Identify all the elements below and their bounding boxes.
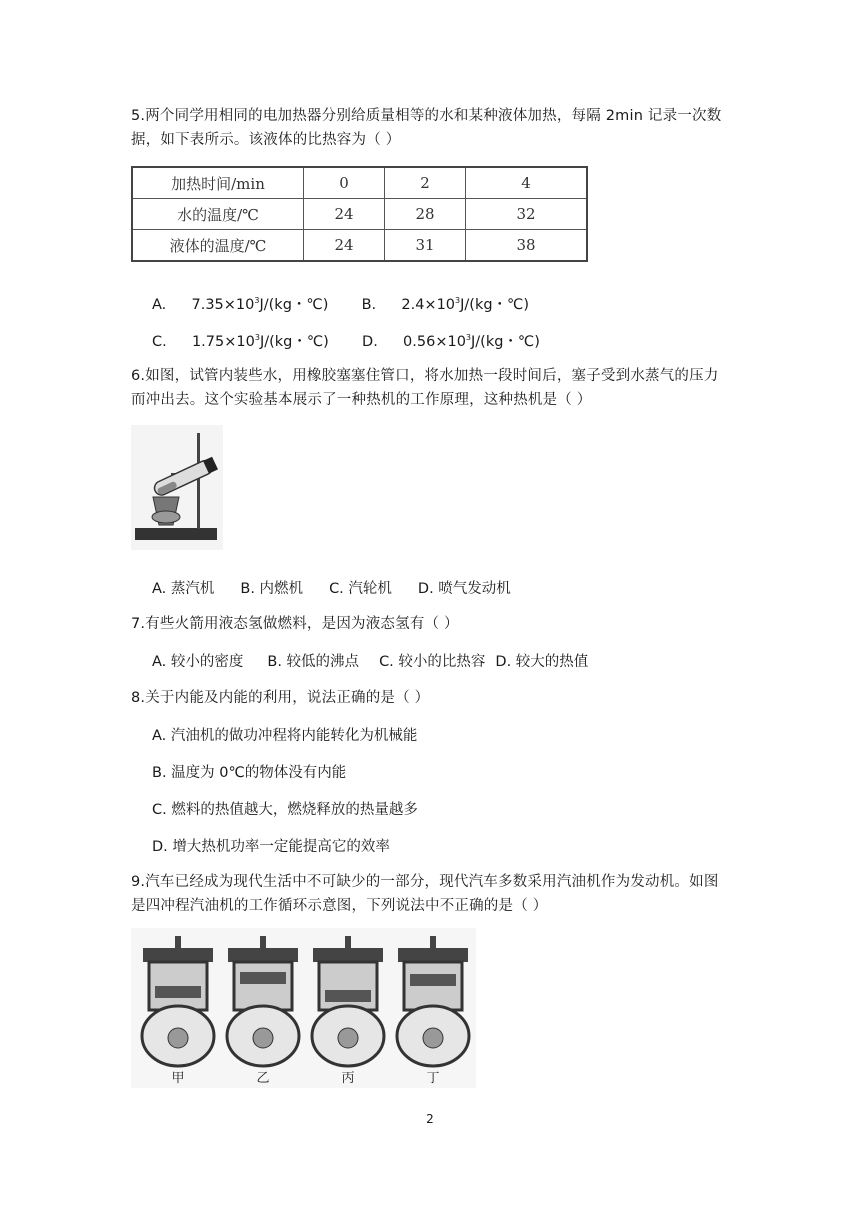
- option-unit: J/(kg・℃): [259, 334, 329, 350]
- option-a[interactable]: A. 较小的密度: [152, 654, 244, 670]
- option-exponent: 3: [465, 333, 472, 342]
- option-unit: J/(kg・℃): [471, 334, 540, 350]
- table-cell: 0: [304, 167, 385, 199]
- option-label: A.: [152, 297, 167, 313]
- figure-label-ding: 丁: [426, 1071, 440, 1086]
- table-cell: 4: [466, 167, 588, 199]
- table-row: [132, 167, 587, 199]
- option-b[interactable]: B. 较低的沸点: [267, 654, 360, 670]
- option-value: 7.35×10: [191, 297, 255, 313]
- option-label: B.: [361, 297, 377, 313]
- table-cell: 24: [304, 230, 385, 262]
- option-value: 1.75×10: [191, 334, 255, 350]
- option-d[interactable]: [362, 334, 540, 350]
- option-unit: J/(kg・℃): [460, 297, 529, 313]
- stand-base: [135, 528, 217, 540]
- option-c[interactable]: [152, 334, 333, 350]
- option-b[interactable]: [362, 297, 529, 313]
- table-cell: 31: [385, 230, 466, 262]
- engine-cylinder: [312, 936, 384, 1066]
- option-exponent: 3: [455, 296, 461, 305]
- table-cell: 水的温度/℃: [132, 199, 304, 230]
- table-cell: 28: [385, 199, 466, 230]
- option-label: D.: [362, 334, 378, 350]
- option-d[interactable]: D. 较大的热值: [495, 654, 589, 670]
- q5-options-row1: [152, 293, 529, 314]
- table-cell: 32: [466, 199, 588, 230]
- option-a[interactable]: A. 汽油机的做功冲程将内能转化为机械能: [152, 728, 418, 744]
- engine-cylinder: [397, 936, 469, 1066]
- four-stroke-engine-figure: [131, 928, 476, 1088]
- option-a[interactable]: A. 蒸汽机: [152, 581, 215, 597]
- option-d[interactable]: D. 喷气发动机: [417, 581, 511, 597]
- q6-stem-line2: 而冲出去。这个实验基本展示了一种热机的工作原理，这种热机是（ ）: [131, 392, 592, 408]
- engine-cylinder: [227, 936, 299, 1066]
- option-label: C.: [152, 334, 167, 350]
- q8-stem: 8.关于内能及内能的利用，说法正确的是（ ）: [131, 690, 430, 706]
- option-exponent: 3: [254, 333, 260, 342]
- test-tube-apparatus-figure: [131, 425, 223, 550]
- option-unit: J/(kg・℃): [259, 297, 329, 313]
- q6-options-row: [152, 577, 511, 598]
- q9-stem-line2: 是四冲程汽油机的工作循环示意图，下列说法中不正确的是（ ）: [131, 898, 548, 914]
- lamp-body: [152, 511, 180, 523]
- option-c[interactable]: C. 燃料的热值越大，燃烧释放的热量越多: [152, 802, 418, 818]
- option-d[interactable]: D. 增大热机功率一定能提高它的效率: [152, 839, 390, 855]
- option-b[interactable]: B. 内燃机: [240, 581, 304, 597]
- option-value: 2.4×10: [401, 297, 456, 313]
- option-a[interactable]: [152, 297, 333, 313]
- q5-data-table: [131, 166, 588, 262]
- option-c[interactable]: C. 较小的比热容: [379, 654, 486, 670]
- stand-rod: [197, 433, 200, 529]
- q7-stem: 7.有些火箭用液态氢做燃料，是因为液态氢有（ ）: [131, 616, 459, 632]
- option-b[interactable]: B. 温度为 0℃的物体没有内能: [152, 765, 347, 781]
- figure-label-yi: 乙: [256, 1071, 270, 1086]
- table-cell: 38: [466, 230, 588, 262]
- q9-stem-line1: 9.汽车已经成为现代生活中不可缺少的一部分，现代汽车多数采用汽油机作为发动机。如图: [131, 874, 719, 890]
- table-cell: 24: [304, 199, 385, 230]
- figure-label-bing: 丙: [341, 1071, 355, 1086]
- page-number: 2: [426, 1112, 434, 1126]
- table-cell: 加热时间/min: [132, 167, 304, 199]
- option-c[interactable]: C. 汽轮机: [329, 581, 392, 597]
- table-row: [132, 230, 587, 262]
- table-cell: 2: [385, 167, 466, 199]
- q7-options-row: [152, 650, 588, 671]
- q5-stem-line2: 据，如下表所示。该液体的比热容为（ ）: [131, 132, 401, 148]
- engine-cylinder: [142, 936, 214, 1066]
- table-cell: 液体的温度/℃: [132, 230, 304, 262]
- q5-options-row2: [152, 330, 540, 351]
- option-value: 0.56×10: [403, 334, 466, 350]
- figure-label-jia: 甲: [171, 1071, 185, 1086]
- q5-stem-line1: 5.两个同学用相同的电加热器分别给质量相等的水和某种液体加热，每隔 2min 记录一次数: [131, 108, 722, 124]
- table-row: [132, 199, 587, 230]
- option-exponent: 3: [254, 296, 260, 305]
- q6-stem-line1: 6.如图，试管内装些水，用橡胶塞塞住管口，将水加热一段时间后，塞子受到水蒸气的压力: [131, 368, 719, 384]
